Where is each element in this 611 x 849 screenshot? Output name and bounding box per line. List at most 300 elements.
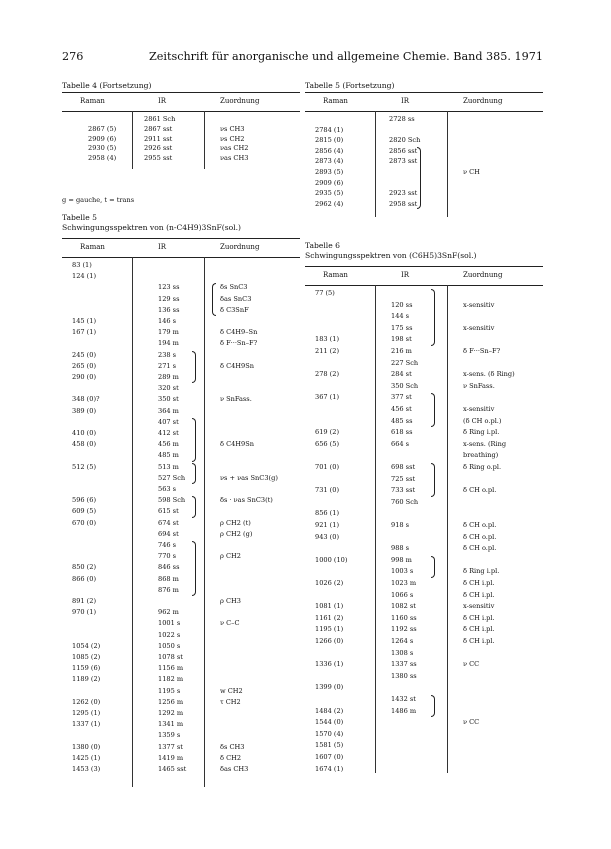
ir-value: 2955 sst	[144, 154, 173, 163]
ir-value: 725 sst	[391, 474, 416, 483]
assignment: ν SnFass.	[463, 381, 495, 390]
assignment: δ CH i.pl.	[463, 579, 495, 587]
ir-value: 144 s	[391, 312, 410, 321]
ir-value: 1082 st	[391, 602, 416, 611]
raman-value: 1026 (2)	[315, 579, 344, 587]
ir-value: 1337 ss	[391, 660, 417, 669]
ir-value: 1050 s	[158, 641, 181, 650]
table-row	[305, 114, 543, 124]
group-brace	[431, 556, 435, 578]
ir-value: 123 ss	[158, 283, 180, 292]
table-row	[305, 334, 543, 344]
ir-value: 513 m	[158, 462, 179, 471]
raman-value: 1000 (10)	[315, 555, 348, 564]
group-brace	[431, 393, 435, 427]
table-row	[305, 508, 543, 518]
assignment: x-sensitiv	[463, 323, 495, 332]
ir-value: 1156 m	[158, 664, 184, 673]
ir-value: 1022 s	[158, 630, 181, 639]
raman-value: 2909 (6)	[315, 178, 344, 187]
table6	[305, 266, 543, 790]
assignment: ρ CH2 (g)	[220, 529, 253, 538]
raman-value: 2962 (4)	[315, 199, 344, 208]
assignment: (δ CH o.pl.)	[463, 416, 502, 425]
ir-value: 198 st	[391, 335, 412, 344]
raman-value: 290 (0)	[72, 373, 97, 381]
table-row	[62, 551, 300, 561]
raman-value: 921 (1)	[315, 521, 340, 529]
table5-continued-caption: Tabelle 5 (Fortsetzung)	[305, 81, 395, 90]
table-row	[62, 562, 300, 572]
table-row	[62, 473, 300, 483]
raman-value: 124 (1)	[72, 272, 97, 281]
ir-value: 1023 m	[391, 579, 417, 587]
table-row	[62, 350, 300, 360]
ir-value: 1432 st	[391, 695, 416, 703]
table-row	[62, 663, 300, 673]
table-row	[305, 404, 543, 414]
raman-value: 1570 (4)	[315, 729, 344, 738]
raman-value: 2867 (5)	[88, 124, 117, 133]
ir-value: 2958 sst	[389, 199, 418, 208]
assignment: w CH2	[220, 686, 243, 695]
running-header	[62, 50, 543, 66]
table-row	[305, 694, 543, 704]
ir-value: 988 s	[391, 544, 410, 553]
raman-value: 211 (2)	[315, 347, 340, 355]
table-row	[62, 719, 300, 729]
ir-value: 598 Sch	[158, 496, 186, 505]
ir-value: 412 st	[158, 429, 179, 437]
table-row	[62, 596, 300, 606]
table-row	[305, 178, 543, 188]
raman-value: 619 (2)	[315, 428, 340, 437]
table-row	[305, 146, 543, 156]
raman-value: 1081 (1)	[315, 602, 344, 611]
ir-value: 1182 m	[158, 675, 184, 684]
ir-value: 1486 m	[391, 706, 417, 715]
table-row	[305, 125, 543, 135]
assignment: δ Ring i.pl.	[463, 428, 500, 437]
raman-value: 145 (1)	[72, 317, 97, 325]
ir-value: 664 s	[391, 439, 410, 448]
table-row	[305, 636, 543, 646]
table-row	[305, 381, 543, 391]
table-row	[305, 485, 543, 495]
table-row	[62, 652, 300, 662]
ir-value: 1380 ss	[391, 671, 417, 680]
column-header-raman: Raman	[323, 97, 348, 105]
raman-value: 1453 (3)	[72, 765, 101, 773]
raman-value: 1295 (1)	[72, 709, 101, 717]
ir-value: 846 ss	[158, 563, 180, 572]
assignment: δ C4H9Sn	[220, 361, 255, 370]
assignment: x-sensitiv	[463, 300, 495, 309]
table-header	[305, 266, 543, 286]
raman-value: 943 (0)	[315, 532, 340, 541]
table-row	[305, 346, 543, 356]
ir-value: 2861 Sch	[144, 115, 176, 123]
table-row	[305, 659, 543, 669]
table-header	[62, 92, 300, 112]
table-row	[62, 271, 300, 281]
table5-subtitle: Schwingungsspektren von (n-C4H9)3SnF(sol.)	[62, 223, 241, 232]
assignment: δ CH o.pl.	[463, 532, 497, 541]
table-row	[62, 574, 300, 584]
table-row	[62, 450, 300, 460]
ir-value: 1465 sst	[158, 765, 187, 773]
ir-value: 377 st	[391, 393, 412, 402]
assignment: δas CH3	[220, 765, 249, 773]
table-row	[62, 506, 300, 516]
ir-value: 674 st	[158, 518, 179, 527]
table-row	[62, 428, 300, 438]
ir-value: 1195 s	[158, 686, 181, 695]
raman-value: 2784 (1)	[315, 125, 344, 134]
table-row	[305, 648, 543, 658]
table-row	[62, 260, 300, 270]
table-row	[62, 316, 300, 326]
table-row	[305, 624, 543, 634]
table-row	[62, 686, 300, 696]
raman-value: 670 (0)	[72, 518, 97, 527]
ir-value: 350 Sch	[391, 381, 419, 390]
ir-value: 289 m	[158, 373, 179, 381]
table-row	[62, 607, 300, 617]
table-row	[62, 529, 300, 539]
ir-value: 2856 sst	[389, 146, 418, 155]
assignment: δ C4H9Sn	[220, 440, 255, 449]
ir-value: 1256 m	[158, 697, 184, 706]
assignment: δs CH3	[220, 742, 245, 751]
ir-value: 998 m	[391, 555, 412, 564]
ir-value: 527 Sch	[158, 473, 186, 482]
raman-value: 856 (1)	[315, 509, 340, 518]
table-row	[305, 323, 543, 333]
assignment: breathing)	[463, 451, 499, 460]
raman-value: 83 (1)	[72, 261, 92, 269]
raman-value: 656 (5)	[315, 439, 340, 448]
ir-value: 1001 s	[158, 619, 181, 628]
column-header-assignment: Zuordnung	[463, 271, 503, 279]
column-header-ir: IR	[401, 97, 410, 105]
ir-value: 216 m	[391, 347, 412, 355]
assignment: ν CC	[463, 660, 480, 669]
table-row	[305, 764, 543, 774]
raman-value: 2935 (5)	[315, 189, 344, 198]
raman-value: 1581 (5)	[315, 741, 344, 750]
assignment: ν C–C	[220, 619, 240, 628]
ir-value: 2728 ss	[389, 115, 415, 123]
table-row	[62, 540, 300, 550]
ir-value: 876 m	[158, 585, 179, 594]
ir-value: 136 ss	[158, 305, 180, 314]
assignment: ρ CH2 (t)	[220, 518, 251, 527]
column-header-assignment: Zuordnung	[463, 97, 503, 105]
assignment: δ F···Sn–F?	[463, 347, 501, 355]
column-header-ir: IR	[158, 97, 167, 105]
table-row	[305, 474, 543, 484]
ir-value: 271 s	[158, 361, 177, 370]
table-row	[305, 311, 543, 321]
assignment: νs CH2	[220, 134, 245, 143]
ir-value: 698 sst	[391, 463, 416, 471]
assignment: δ CH i.pl.	[463, 613, 495, 622]
table6-caption: Tabelle 6	[305, 241, 340, 250]
ir-value: 1160 ss	[391, 613, 417, 622]
assignment: δ CH i.pl.	[463, 625, 495, 634]
raman-value: 1161 (2)	[315, 613, 344, 622]
raman-value: 970 (1)	[72, 608, 97, 617]
table-row	[305, 578, 543, 588]
table-header	[305, 92, 543, 112]
group-brace	[192, 541, 196, 596]
ir-value: 1292 m	[158, 709, 184, 717]
assignment: δ C3SnF	[220, 305, 249, 314]
table-row	[62, 383, 300, 393]
table-row	[62, 372, 300, 382]
assignment: δs · νas SnC3(t)	[220, 496, 273, 505]
group-brace	[192, 351, 196, 384]
assignment: x-sens. (δ Ring)	[463, 370, 515, 379]
ir-value: 694 st	[158, 529, 179, 538]
raman-value: 1399 (0)	[315, 683, 344, 692]
raman-value: 458 (0)	[72, 440, 97, 449]
ir-value: 615 st	[158, 507, 179, 516]
ir-value: 2911 sst	[144, 134, 173, 143]
assignment: δ CH o.pl.	[463, 544, 497, 553]
table-row	[305, 520, 543, 530]
ir-value: 364 m	[158, 406, 179, 415]
raman-value: 183 (1)	[315, 335, 340, 344]
table-row	[305, 497, 543, 507]
raman-value: 278 (2)	[315, 370, 340, 379]
table-row	[62, 764, 300, 774]
table-row	[62, 153, 300, 163]
raman-value: 850 (2)	[72, 563, 97, 572]
table-row	[62, 484, 300, 494]
table4-caption: Tabelle 4 (Fortsetzung)	[62, 81, 152, 90]
raman-value: 701 (0)	[315, 463, 340, 471]
ir-value: 1377 st	[158, 742, 183, 751]
table-row	[305, 462, 543, 472]
assignment: δ C4H9–Sn	[220, 328, 258, 337]
ir-value: 2820 Sch	[389, 136, 421, 145]
ir-value: 1078 st	[158, 653, 183, 661]
table-row	[305, 156, 543, 166]
table-row	[305, 427, 543, 437]
assignment: δ Ring i.pl.	[463, 567, 500, 576]
assignment: ν CH	[463, 168, 480, 176]
raman-value: 1085 (2)	[72, 653, 101, 661]
raman-value: 1607 (0)	[315, 753, 344, 761]
column-header-raman: Raman	[80, 243, 105, 251]
raman-value: 2873 (4)	[315, 157, 344, 166]
ir-value: 284 st	[391, 370, 412, 379]
ir-value: 770 s	[158, 552, 177, 561]
table-row	[305, 566, 543, 576]
table-row	[62, 730, 300, 740]
table-row	[305, 199, 543, 209]
assignment: δ CH i.pl.	[463, 637, 495, 645]
ir-value: 350 st	[158, 395, 179, 404]
table-row	[62, 143, 300, 153]
group-brace	[192, 418, 196, 462]
table-row	[305, 416, 543, 426]
ir-value: 120 ss	[391, 300, 413, 309]
table-row	[62, 708, 300, 718]
raman-value: 2930 (5)	[88, 144, 117, 153]
group-brace	[192, 463, 196, 484]
ir-value: 146 s	[158, 317, 177, 325]
raman-value: 2815 (0)	[315, 136, 344, 145]
table-row	[305, 729, 543, 739]
ir-value: 175 ss	[391, 323, 413, 332]
raman-value: 1337 (1)	[72, 720, 101, 729]
raman-value: 1425 (1)	[72, 753, 101, 762]
raman-value: 2909 (6)	[88, 134, 117, 143]
ir-value: 1192 ss	[391, 625, 417, 634]
assignment: δ CH i.pl.	[463, 590, 495, 599]
table-row	[62, 697, 300, 707]
table5	[62, 238, 300, 790]
raman-value: 410 (0)	[72, 429, 97, 437]
table-row	[62, 439, 300, 449]
ir-value: 746 s	[158, 541, 177, 549]
table-row	[62, 630, 300, 640]
ir-value: 129 ss	[158, 294, 180, 303]
raman-value: 265 (0)	[72, 361, 97, 370]
journal-title: Zeitschrift für anorganische und allgemeine Chemie. Band 385. 1971	[149, 50, 543, 63]
ir-value: 2867 sst	[144, 124, 173, 133]
assignment: ν SnFass.	[220, 395, 252, 404]
assignment: δas SnC3	[220, 294, 252, 303]
ir-value: 456 m	[158, 440, 179, 449]
raman-value: 389 (0)	[72, 406, 97, 415]
table-row	[305, 369, 543, 379]
raman-value: 1484 (2)	[315, 706, 344, 715]
column-header-ir: IR	[158, 243, 167, 251]
ir-value: 918 s	[391, 521, 410, 529]
table-row	[62, 674, 300, 684]
table-row	[305, 188, 543, 198]
table-row	[62, 417, 300, 427]
ir-value: 485 ss	[391, 416, 413, 425]
page-number: 276	[62, 50, 84, 63]
table-row	[305, 590, 543, 600]
ir-value: 1308 s	[391, 648, 414, 657]
table-row	[305, 167, 543, 177]
table-row	[305, 671, 543, 681]
table-row	[305, 752, 543, 762]
raman-value: 731 (0)	[315, 486, 340, 495]
table-row	[62, 114, 300, 124]
assignment: τ CH2	[220, 697, 241, 706]
raman-value: 512 (5)	[72, 462, 97, 471]
group-brace	[431, 289, 435, 346]
raman-value: 2958 (4)	[88, 154, 117, 163]
raman-value: 77 (5)	[315, 289, 335, 297]
table-row	[62, 294, 300, 304]
assignment: νas CH3	[220, 154, 249, 163]
ir-value: 733 sst	[391, 486, 416, 495]
table-row	[62, 495, 300, 505]
ir-value: 1003 s	[391, 567, 414, 576]
table5-caption: Tabelle 5	[62, 213, 97, 222]
raman-value: 609 (5)	[72, 507, 97, 516]
ir-value: 760 Sch	[391, 497, 419, 506]
ir-value: 1419 m	[158, 753, 184, 762]
raman-value: 1159 (6)	[72, 664, 101, 673]
table-row	[305, 392, 543, 402]
ir-value: 179 m	[158, 328, 179, 337]
table-row	[305, 135, 543, 145]
assignment: νs + νas SnC3(g)	[220, 473, 278, 482]
table-row	[62, 753, 300, 763]
table-row	[62, 406, 300, 416]
table-row	[62, 742, 300, 752]
table-header	[62, 238, 300, 258]
raman-value: 167 (1)	[72, 328, 97, 337]
assignment: δ CH o.pl.	[463, 486, 497, 495]
ir-value: 227 Sch	[391, 358, 419, 367]
assignment: δ F···Sn–F?	[220, 339, 258, 348]
raman-value: 2856 (4)	[315, 146, 344, 155]
table-row	[62, 641, 300, 651]
column-header-ir: IR	[401, 271, 410, 279]
table-row	[62, 327, 300, 337]
table-row	[305, 300, 543, 310]
ir-value: 1359 s	[158, 731, 181, 740]
table-row	[305, 717, 543, 727]
table-row	[305, 288, 543, 298]
assignment: δ Ring o.pl.	[463, 463, 502, 471]
ir-value: 1264 s	[391, 637, 414, 645]
group-brace	[212, 283, 216, 316]
table-row	[305, 358, 543, 368]
ir-value: 485 m	[158, 451, 179, 460]
raman-value: 1380 (0)	[72, 742, 101, 751]
assignment: x-sensitiv	[463, 602, 495, 611]
raman-value: 1189 (2)	[72, 675, 101, 684]
ir-value: 320 st	[158, 384, 179, 393]
raman-value: 348 (0)?	[72, 395, 100, 404]
table-row	[62, 134, 300, 144]
ir-value: 194 m	[158, 339, 179, 348]
ir-value: 868 m	[158, 574, 179, 583]
table-row	[62, 462, 300, 472]
ir-value: 2923 sst	[389, 189, 418, 198]
group-brace	[431, 463, 435, 497]
raman-value: 866 (0)	[72, 574, 97, 583]
assignment: δ CH2	[220, 753, 242, 762]
raman-value: 2893 (5)	[315, 168, 344, 176]
table-row	[305, 706, 543, 716]
assignment: ρ CH3	[220, 597, 241, 605]
table-row	[62, 518, 300, 528]
assignment: δ CH o.pl.	[463, 521, 497, 529]
ir-value: 618 ss	[391, 428, 413, 437]
assignment: νs CH3	[220, 124, 245, 133]
raman-value: 1266 (0)	[315, 637, 344, 645]
column-header-raman: Raman	[323, 271, 348, 279]
table-row	[62, 361, 300, 371]
raman-value: 245 (0)	[72, 350, 97, 359]
group-brace	[417, 147, 421, 210]
table-row	[305, 543, 543, 553]
ir-value: 1341 m	[158, 720, 184, 729]
table-row	[305, 439, 543, 449]
